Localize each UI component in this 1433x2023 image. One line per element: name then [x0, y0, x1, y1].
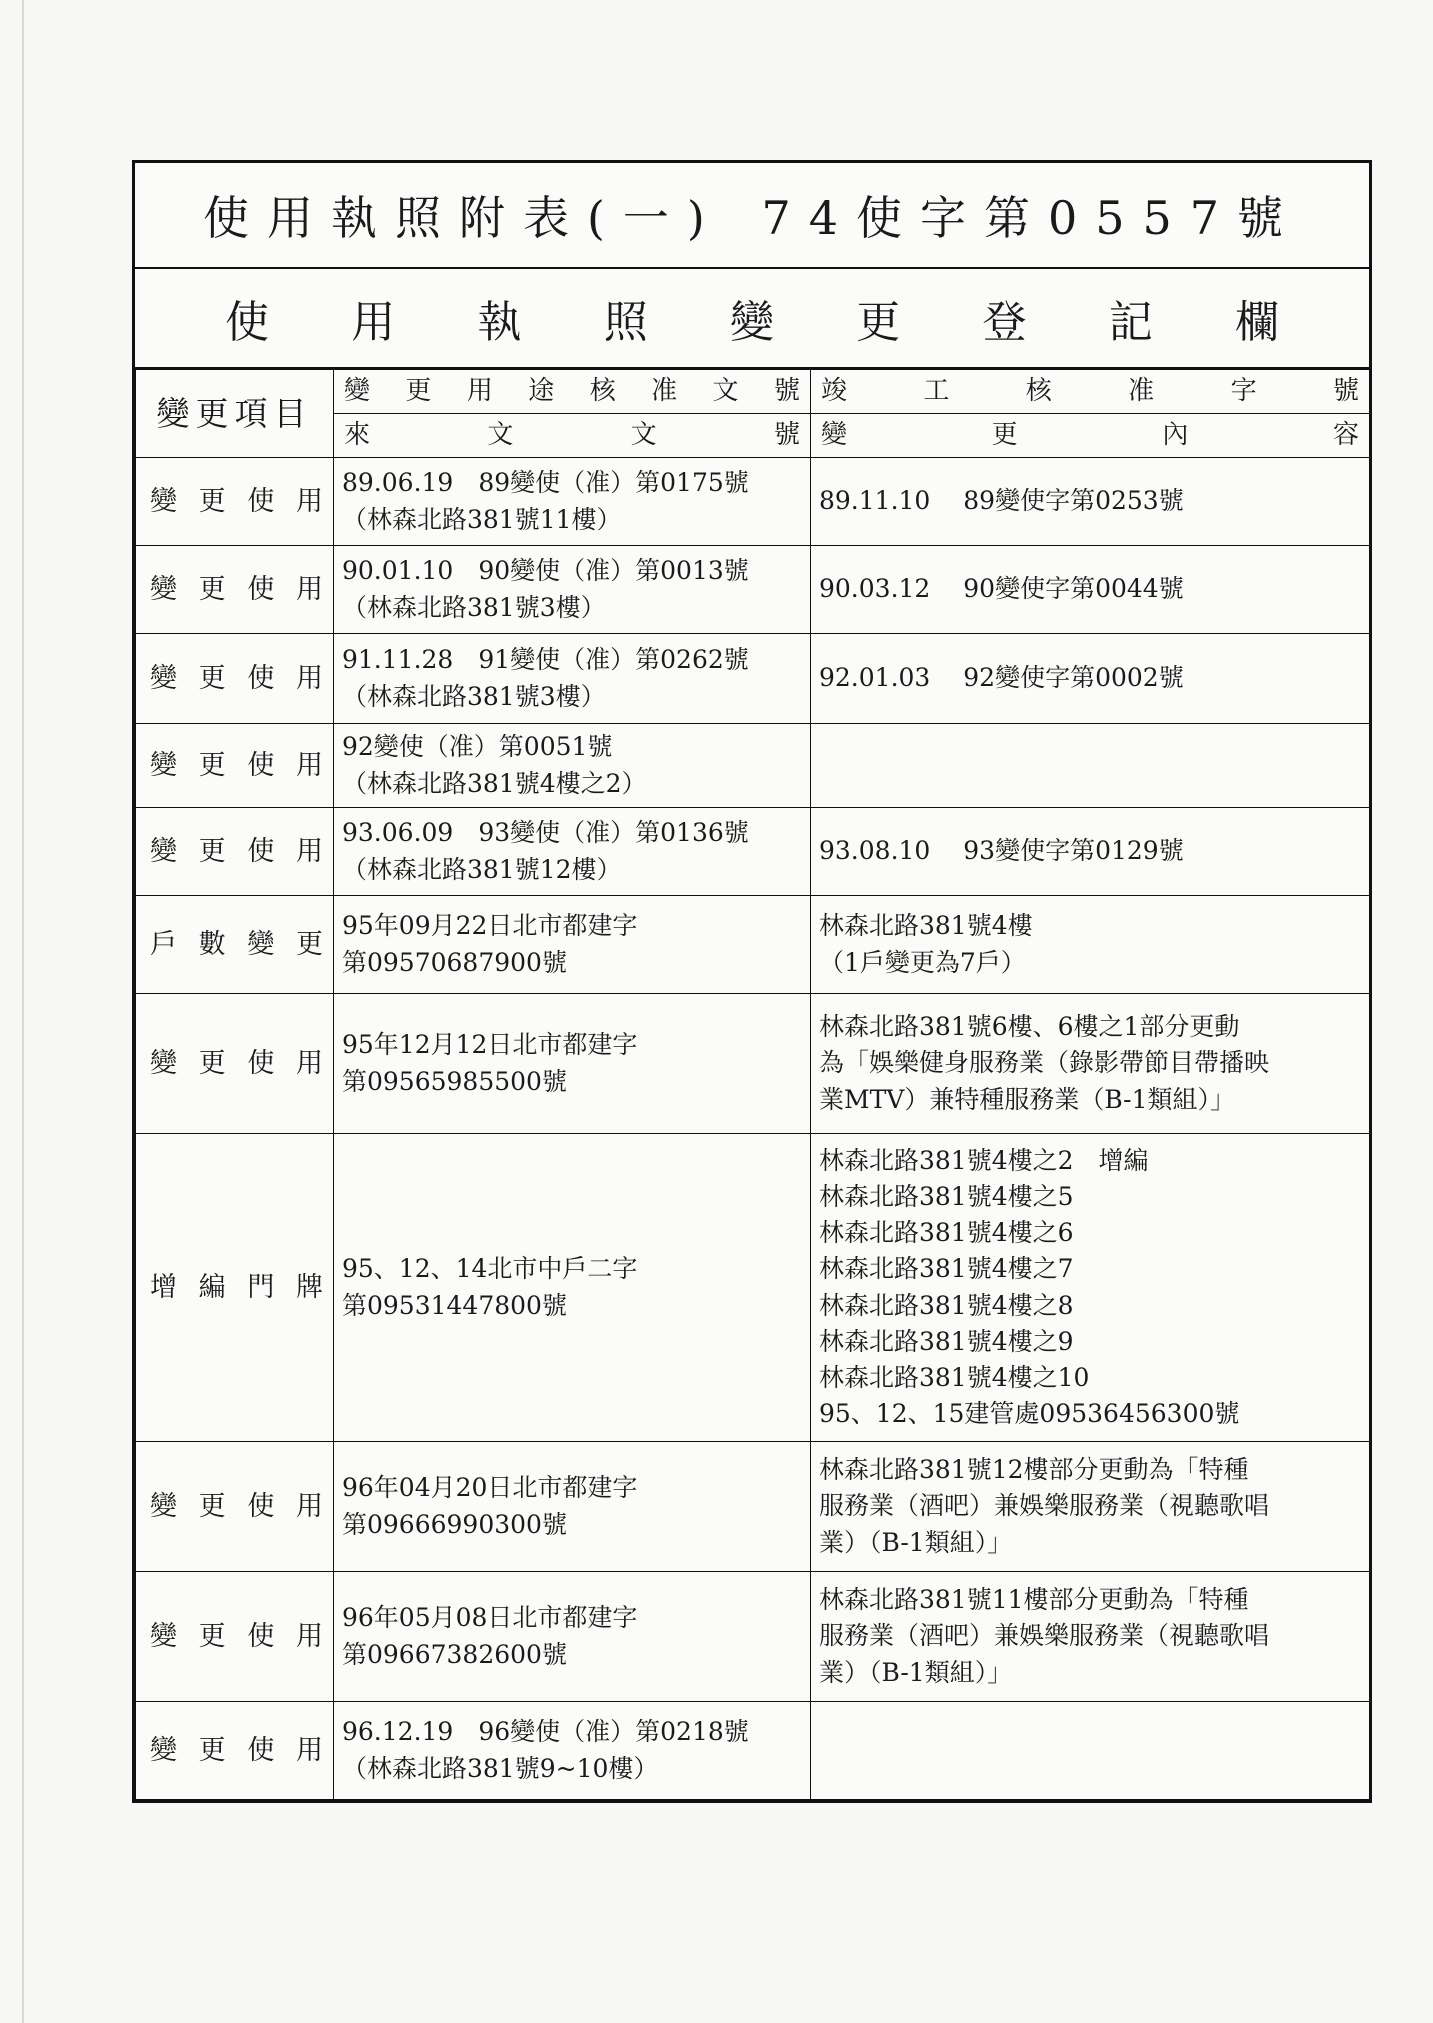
- content-line: （1戶變更為7戶）: [819, 947, 1026, 977]
- approval-doc-cell: [334, 634, 811, 724]
- header-char: 准: [1128, 375, 1155, 406]
- doc-line: 第09570687900號: [342, 947, 567, 977]
- header-char: 號: [1332, 375, 1359, 406]
- doc-line: 95、12、14北市中戶二字: [342, 1254, 638, 1284]
- approval-doc-cell: [334, 1702, 811, 1800]
- change-item-char: 變: [150, 662, 177, 694]
- table-row: [136, 994, 1370, 1134]
- header-char: 用: [466, 375, 493, 406]
- change-content-cell: [811, 994, 1370, 1134]
- content-line: 林森北路381號4樓: [819, 911, 1033, 941]
- doc-line: 第09666990300號: [342, 1509, 567, 1539]
- section-title-char: 用: [351, 297, 396, 348]
- change-item-char: 數: [198, 928, 226, 960]
- change-item-char: 用: [295, 573, 323, 605]
- change-item-cell: [136, 1442, 334, 1572]
- content-line: 90.03.12 90變使字第0044號: [819, 574, 1184, 604]
- approval-doc-cell: [334, 994, 811, 1134]
- header-char: 容: [1332, 419, 1359, 450]
- change-item-char: 用: [295, 749, 323, 781]
- doc-line: （林森北路381號11樓）: [342, 504, 622, 534]
- change-item-char: 變: [150, 1734, 177, 1766]
- header-char: 途: [528, 375, 555, 406]
- change-item-char: 使: [247, 573, 275, 605]
- change-content-cell: [811, 634, 1370, 724]
- change-item-cell: [136, 458, 334, 546]
- change-item-char: 戶: [150, 928, 177, 960]
- change-item-char: 使: [247, 835, 275, 867]
- change-item-char: 使: [247, 1620, 275, 1652]
- change-item-char: 更: [198, 1047, 226, 1079]
- change-content-cell: [811, 1702, 1370, 1800]
- approval-doc-cell: [334, 1134, 811, 1442]
- change-item-cell: [136, 1702, 334, 1800]
- content-line: 95、12、15建管處09536456300號: [819, 1399, 1240, 1429]
- approval-doc-cell: [334, 546, 811, 634]
- change-content-cell: [811, 1572, 1370, 1702]
- doc-line: 第09531447800號: [342, 1290, 567, 1320]
- table-row: [136, 724, 1370, 808]
- header-char: 竣: [821, 375, 848, 406]
- change-item-char: 用: [295, 1047, 323, 1079]
- header-char: 變: [344, 375, 371, 406]
- header-char: 核: [1025, 375, 1052, 406]
- header-char: 准: [651, 375, 678, 406]
- content-line: 為「娛樂健身服務業（錄影帶節目帶播映: [819, 1048, 1270, 1078]
- change-content-cell: [811, 546, 1370, 634]
- change-item-char: 使: [247, 749, 275, 781]
- section-title-char: 執: [477, 297, 522, 348]
- header-change-item: 變更項目: [136, 370, 334, 458]
- content-line: 92.01.03 92變使字第0002號: [819, 663, 1184, 693]
- table-row: [136, 808, 1370, 896]
- content-line: 林森北路381號4樓之7: [819, 1254, 1074, 1284]
- change-item-char: 增: [150, 1271, 177, 1303]
- section-title-char: 更: [856, 297, 901, 348]
- change-item-char: 用: [295, 1620, 323, 1652]
- content-line: 服務業（酒吧）兼娛樂服務業（視聽歌唱: [819, 1621, 1270, 1651]
- change-item-char: 變: [150, 573, 177, 605]
- change-item-char: 變: [150, 1047, 177, 1079]
- header-char: 更: [405, 375, 432, 406]
- change-content-cell: [811, 808, 1370, 896]
- change-item-char: 用: [295, 1490, 323, 1522]
- content-line: 林森北路381號4樓之8: [819, 1290, 1074, 1320]
- change-item-char: 更: [198, 1734, 226, 1766]
- change-item-char: 牌: [295, 1271, 323, 1303]
- header-char: 來: [344, 419, 371, 450]
- header-char: 號: [773, 375, 800, 406]
- header-approval-doc: [334, 370, 811, 414]
- change-content-cell: [811, 458, 1370, 546]
- approval-doc-cell: [334, 1572, 811, 1702]
- table-row: [136, 634, 1370, 724]
- page-title: 使用執照附表(一) 74使字第0557號: [135, 163, 1369, 269]
- header-char: 文: [712, 375, 739, 406]
- change-registry-table: [135, 369, 1370, 1800]
- approval-doc-cell: [334, 808, 811, 896]
- table-row: [136, 1572, 1370, 1702]
- header-char: 工: [923, 375, 950, 406]
- doc-line: 91.11.28 91變使（准）第0262號: [342, 645, 749, 675]
- content-line: 林森北路381號4樓之10: [819, 1363, 1090, 1392]
- section-title-char: 使: [225, 297, 269, 348]
- change-item-cell: [136, 634, 334, 724]
- header-incoming-doc: [334, 414, 811, 458]
- header-char: 字: [1230, 375, 1257, 406]
- section-title-char: 記: [1108, 297, 1153, 348]
- approval-doc-cell: [334, 896, 811, 994]
- change-item-char: 使: [247, 1734, 275, 1766]
- doc-line: 96年05月08日北市都建字: [342, 1603, 638, 1633]
- header-char: 更: [991, 419, 1018, 450]
- doc-line: 96年04月20日北市都建字: [342, 1473, 638, 1503]
- change-content-cell: [811, 1134, 1370, 1442]
- approval-doc-cell: [334, 1442, 811, 1572]
- table-row: [136, 458, 1370, 546]
- change-item-char: 用: [295, 1734, 323, 1766]
- change-item-char: 更: [198, 573, 226, 605]
- change-item-char: 更: [198, 1490, 226, 1522]
- content-line: 林森北路381號4樓之2 增編: [819, 1145, 1149, 1175]
- content-line: 業MTV）兼特種服務業（B-1類組）」: [819, 1084, 1236, 1114]
- change-item-char: 使: [247, 662, 275, 694]
- content-line: 業）（B-1類組）」: [819, 1527, 1013, 1557]
- change-item-char: 使: [247, 1047, 275, 1079]
- table-row: [136, 1702, 1370, 1800]
- content-line: 林森北路381號4樓之9: [819, 1326, 1074, 1356]
- doc-line: 93.06.09 93變使（准）第0136號: [342, 818, 749, 848]
- doc-line: （林森北路381號12樓）: [342, 854, 622, 884]
- content-line: 林森北路381號12樓部分更動為「特種: [819, 1455, 1249, 1485]
- change-content-cell: [811, 896, 1370, 994]
- change-item-char: 更: [198, 485, 226, 517]
- header-char: 文: [630, 419, 657, 450]
- change-item-cell: [136, 546, 334, 634]
- content-line: 林森北路381號4樓之6: [819, 1218, 1074, 1247]
- doc-line: 第09667382600號: [342, 1639, 567, 1669]
- change-item-char: 門: [247, 1271, 275, 1303]
- change-item-char: 更: [198, 662, 226, 694]
- approval-doc-cell: [334, 724, 811, 808]
- change-item-char: 更: [198, 835, 226, 867]
- doc-line: 95年09月22日北市都建字: [342, 911, 638, 941]
- content-line: 89.11.10 89變使字第0253號: [819, 486, 1184, 516]
- header-char: 文: [487, 419, 514, 450]
- doc-line: 92變使（准）第0051號: [342, 732, 613, 762]
- doc-line: 89.06.19 89變使（准）第0175號: [342, 468, 749, 498]
- table-row: [136, 1134, 1370, 1442]
- header-char: 內: [1162, 419, 1189, 450]
- change-item-char: 變: [150, 1490, 177, 1522]
- change-item-char: 變: [150, 1620, 177, 1652]
- change-item-cell: [136, 896, 334, 994]
- doc-line: 90.01.10 90變使（准）第0013號: [342, 556, 749, 586]
- doc-line: 95年12月12日北市都建字: [342, 1030, 638, 1060]
- change-item-char: 變: [247, 928, 275, 960]
- change-content-cell: [811, 724, 1370, 808]
- table-row: [136, 546, 1370, 634]
- header-completion-no: [811, 370, 1370, 414]
- section-title-char: 照: [603, 297, 648, 348]
- content-line: 林森北路381號6樓、6樓之1部分更動: [819, 1012, 1240, 1042]
- change-item-char: 變: [150, 485, 177, 517]
- content-line: 業）（B-1類組）」: [819, 1657, 1013, 1687]
- change-item-cell: [136, 1134, 334, 1442]
- header-char: 變: [821, 419, 848, 450]
- change-item-char: 變: [150, 835, 177, 867]
- change-item-char: 用: [295, 662, 323, 694]
- change-item-cell: [136, 994, 334, 1134]
- header-char: 號: [773, 419, 800, 450]
- section-title-char: 欄: [1235, 297, 1279, 348]
- table-row: [136, 896, 1370, 994]
- usage-license-appendix: [132, 160, 1372, 1803]
- doc-line: （林森北路381號9~10樓）: [342, 1753, 659, 1783]
- section-title-char: 變: [730, 297, 774, 348]
- header-change-content: [811, 414, 1370, 458]
- section-title-char: 登: [982, 297, 1027, 348]
- content-line: 93.08.10 93變使字第0129號: [819, 836, 1184, 866]
- section-title: [135, 269, 1369, 369]
- change-item-char: 變: [150, 749, 177, 781]
- change-item-cell: [136, 1572, 334, 1702]
- change-content-cell: [811, 1442, 1370, 1572]
- approval-doc-cell: [334, 458, 811, 546]
- content-line: 林森北路381號11樓部分更動為「特種: [819, 1585, 1249, 1615]
- change-item-char: 用: [295, 835, 323, 867]
- change-item-cell: [136, 808, 334, 896]
- change-item-cell: [136, 724, 334, 808]
- doc-line: 96.12.19 96變使（准）第0218號: [342, 1717, 749, 1747]
- doc-line: 第09565985500號: [342, 1066, 567, 1096]
- doc-line: （林森北路381號3樓）: [342, 681, 606, 711]
- change-item-char: 更: [295, 928, 323, 960]
- content-line: 林森北路381號4樓之5: [819, 1181, 1074, 1211]
- change-item-char: 使: [247, 1490, 275, 1522]
- scan-edge: [22, 0, 24, 2023]
- doc-line: （林森北路381號4樓之2）: [342, 768, 647, 798]
- change-item-char: 用: [295, 485, 323, 517]
- table-row: [136, 1442, 1370, 1572]
- change-item-char: 編: [198, 1271, 226, 1303]
- doc-line: （林森北路381號3樓）: [342, 592, 606, 622]
- change-item-char: 使: [247, 485, 275, 517]
- change-item-char: 更: [198, 1620, 226, 1652]
- change-item-char: 更: [198, 749, 226, 781]
- content-line: 服務業（酒吧）兼娛樂服務業（視聽歌唱: [819, 1491, 1270, 1521]
- header-char: 核: [589, 375, 616, 406]
